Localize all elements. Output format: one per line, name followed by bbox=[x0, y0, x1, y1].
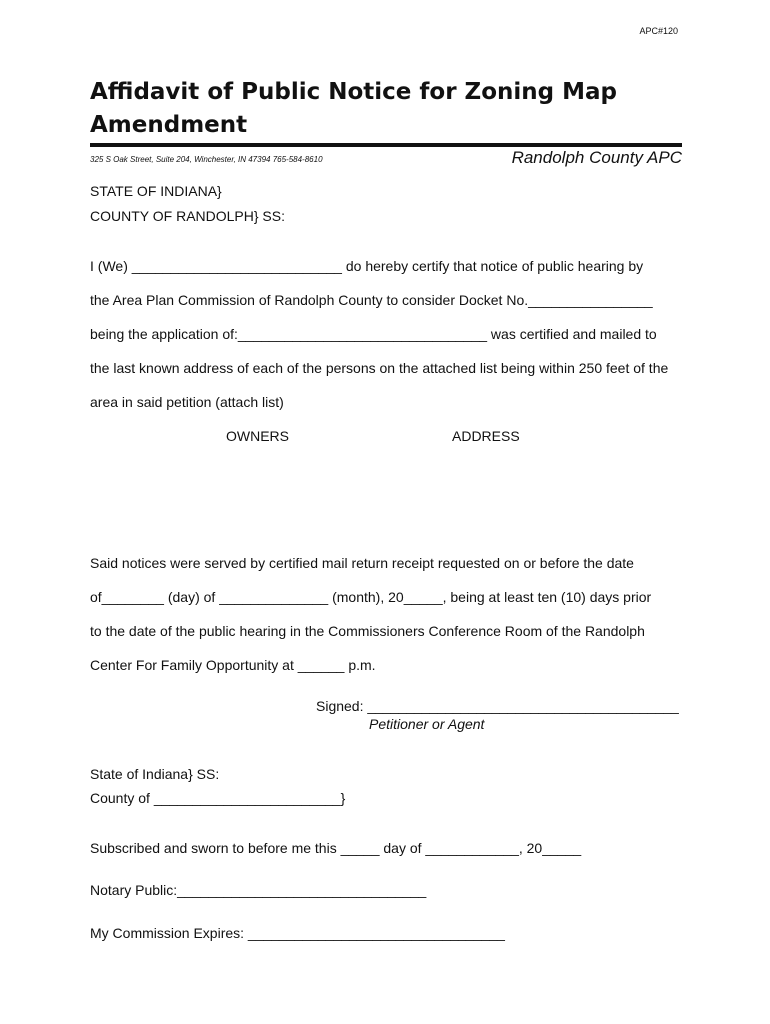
certification-line-1: I (We) ___________________________ do hereby certify that notice of public hearing by bbox=[90, 258, 644, 274]
certification-line-3: being the application of:________________________________ was certified and mailed to bbox=[90, 326, 657, 342]
sworn-line: Subscribed and sworn to before me this _____ day of ____________, 20_____ bbox=[90, 840, 582, 856]
service-line-3: to the date of the public hearing in the Commissioners Conference Room of the Randolph bbox=[90, 623, 645, 639]
certification-line-5: area in said petition (attach list) bbox=[90, 394, 284, 410]
notary-public-line: Notary Public:________________________________ bbox=[90, 882, 427, 898]
office-address: 325 S Oak Street, Suite 204, Winchester, IN 47394 765-584-8610 bbox=[90, 155, 323, 164]
title-divider bbox=[90, 143, 682, 147]
service-line-1: Said notices were served by certified mail return receipt requested on or before the date bbox=[90, 555, 634, 571]
signature-caption: Petitioner or Agent bbox=[369, 716, 485, 732]
venue-state: STATE OF INDIANA} bbox=[90, 183, 222, 199]
venue-county: COUNTY OF RANDOLPH} SS: bbox=[90, 208, 286, 224]
owners-column-header: OWNERS bbox=[226, 428, 289, 444]
service-line-2: of________ (day) of ______________ (month), 20_____, being at least ten (10) days prior bbox=[90, 589, 652, 605]
certification-line-2: the Area Plan Commission of Randolph County to consider Docket No.________________ bbox=[90, 292, 653, 308]
address-column-header: ADDRESS bbox=[452, 428, 520, 444]
notary-county: County of ________________________} bbox=[90, 790, 346, 806]
signature-line: Signed: ________________________________________ bbox=[316, 698, 679, 714]
service-line-4: Center For Family Opportunity at ______ p.m. bbox=[90, 657, 376, 673]
notary-state: State of Indiana} SS: bbox=[90, 766, 220, 782]
commission-expires-line: My Commission Expires: _________________________________ bbox=[90, 925, 505, 941]
document-title: Affidavit of Public Notice for Zoning Map Amendment bbox=[90, 79, 618, 138]
organization-name: Randolph County APC bbox=[511, 148, 682, 167]
form-number: APC#120 bbox=[639, 26, 678, 36]
certification-line-4: the last known address of each of the persons on the attached list being within 250 feet of the bbox=[90, 360, 669, 376]
